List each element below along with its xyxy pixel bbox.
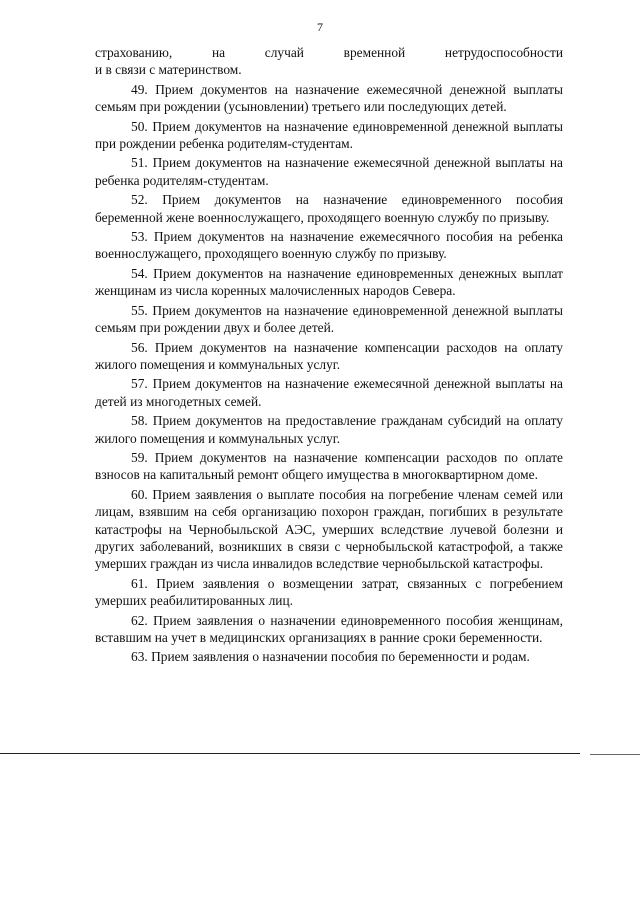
list-item-54: 54. Прием документов на назначение единовременных денежных выплат женщинам из числа коренных малочисленных народов Севера. bbox=[95, 265, 563, 299]
document-body bbox=[95, 44, 563, 668]
list-item-50: 50. Прием документов на назначение единовременной денежной выплаты при рождении ребенка родителям-студентам. bbox=[95, 118, 563, 152]
list-item-59: 59. Прием документов на назначение компенсации расходов по оплате взносов на капитальный ремонт общего имущества в многоквартирном доме. bbox=[95, 449, 563, 483]
intro-line-1: страхованию, на случай временной нетрудоспособности bbox=[95, 45, 563, 60]
list-item-56: 56. Прием документов на назначение компенсации расходов на оплату жилого помещения и коммунальных услуг. bbox=[95, 339, 563, 372]
list-item-62: 62. Прием заявления о назначении единовременного пособия женщинам, вставшим на учет в медицинских организациях в ранние сроки беременности. bbox=[95, 612, 563, 645]
footer-divider-right bbox=[590, 754, 640, 755]
page-number: 7 bbox=[317, 20, 323, 34]
list-item-55: 55. Прием документов на назначение единовременной денежной выплаты семьям при рождении двух и более детей. bbox=[95, 302, 563, 336]
list-item-58: 58. Прием документов на предоставление гражданам субсидий на оплату жилого помещения и коммунальных услуг. bbox=[95, 413, 563, 446]
list-item-49: 49. Прием документов на назначение ежемесячной денежной выплаты семьям при рождении (усыновлении) третьего или последующих детей. bbox=[95, 81, 563, 115]
intro-line-2: и в связи с материнством. bbox=[95, 62, 242, 78]
list-item-61: 61. Прием заявления о возмещении затрат, связанных с погребением умерших реабилитированных лиц. bbox=[95, 575, 563, 609]
list-item-53: 53. Прием документов на назначение ежемесячного пособия на ребенка военнослужащего, проходящего военную службу по призыву. bbox=[95, 229, 563, 262]
list-item-52: 52. Прием документов на назначение единовременного пособия беременной жене военнослужащего, проходящего военную службу по призыву. bbox=[95, 192, 563, 225]
footer-divider bbox=[0, 753, 580, 754]
list-item-57: 57. Прием документов на назначение ежемесячной денежной выплаты на детей из многодетных семей. bbox=[95, 376, 563, 409]
list-item-63: 63. Прием заявления о назначении пособия по беременности и родам. bbox=[131, 649, 530, 665]
list-item-60: 60. Прием заявления о выплате пособия на погребение членам семей или лицам, взявшим на себя организацию похорон граждан, погибших в результате катастрофы на Чернобыльской АЭС, умерших вследствие лучевой болезни и других заболеваний, возникших в связи с чернобыльской катастрофой, а также умерших граждан из числа инвалидов вследствие чернобыльской катастрофы. bbox=[95, 486, 563, 572]
list-item-51: 51. Прием документов на назначение ежемесячной денежной выплаты на ребенка родителям-студентам. bbox=[95, 155, 563, 188]
